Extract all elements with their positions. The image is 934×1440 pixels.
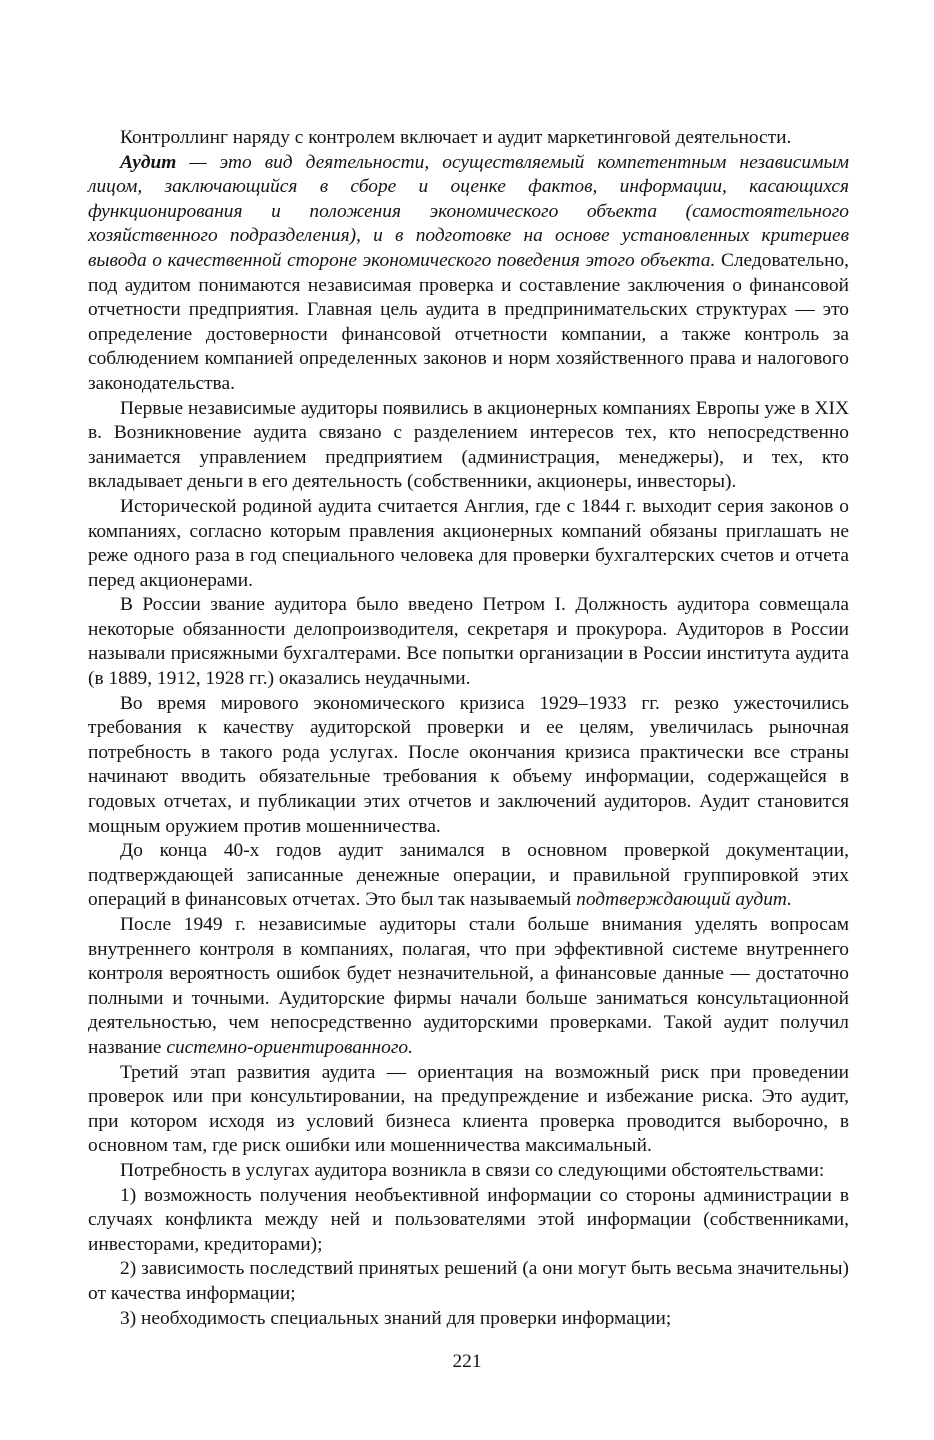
list-item-2 <box>88 1257 849 1306</box>
paragraph-text: Потребность в услугах аудитора возникла в связи со следующими обстоятельствами: <box>120 1159 825 1181</box>
paragraph-need-intro <box>88 1159 849 1184</box>
list-item-text: 1) возможность получения необъективной информации со стороны администрации в случаях конфликта между ней и пользователями этой информации (собственниками, инвесторами, кредиторами); <box>88 1184 849 1255</box>
paragraph-text: Во время мирового экономического кризиса 1929–1933 гг. резко ужесточились требования к качеству аудиторской проверки и ее целям, увеличилась рыночная потребность в такого рода услугах. После окончания кризиса практически все страны начинают вводить обязательные требования к объему информации, содержащейся в годовых отчетах, и публикации этих отчетов и заключений аудиторов. Аудит становится мощным оружием против мошенничества. <box>88 692 849 837</box>
paragraph-text: Первые независимые аудиторы появились в акционерных компаниях Европы уже в XIX в. Возникновение аудита связано с разделением интересов тех, кто непосредственно занимается управлением предприятием (администрация, менеджеры), и тех, кто вкладывает деньги в его деятельность (собственники, акционеры, инвесторы). <box>88 397 849 493</box>
paragraph-confirming-audit <box>88 839 849 913</box>
paragraph-russia <box>88 593 849 691</box>
list-item-text: 2) зависимость последствий принятых решений (а они могут быть весьма значительны) от качества информации; <box>88 1258 849 1304</box>
paragraph-text: Следовательно, под аудитом понимаются независимая проверка и составление заключения о финансовой отчетности предприятия. Главная цель аудита в предпринимательских структурах — это определение достоверности финансовой отчетности компании, а также контроль за соблюдением компанией определенных законов и норм хозяйственного права и налогового законодательства. <box>88 249 849 394</box>
page-number: 221 <box>452 1351 482 1372</box>
list-item-1 <box>88 1184 849 1258</box>
paragraph-first-auditors <box>88 397 849 495</box>
list-item-3 <box>88 1307 849 1332</box>
paragraph-text: В России звание аудитора было введено Петром I. Должность аудитора совмещала некоторые обязанности делопроизводителя, секретаря и прокурора. Аудиторов в России называли присяжными бухгалтерами. Все попытки организации в России института аудита (в 1889, 1912, 1928 гг.) оказались неудачными. <box>88 594 849 690</box>
paragraph-text: После 1949 г. независимые аудиторы стали больше внимания уделять вопросам внутреннего контроля в компаниях, полагая, что при эффективной системе внутреннего контроля вероятность ошибок будет незначительной, а финансовые данные — достаточно полными и точными. Аудиторские фирмы начали больше заниматься консультационной деятельностью, чем непосредственно аудиторскими проверками. Такой аудит получил название <box>88 914 849 1058</box>
paragraph-england <box>88 495 849 593</box>
paragraph-text: Исторической родиной аудита считается Англия, где с 1844 г. выходит серия законов о компаниях, согласно которым правления акционерных компаний обязаны приглашать не реже одного раза в год специального человека для проверки бухгалтерских счетов и отчета перед акционерами. <box>88 495 849 591</box>
paragraph-controlling <box>88 126 849 151</box>
audit-definition-text: — это вид деятельности, осуществляемый компетентным независимым лицом, заключающийся в сборе и оценке фактов, информации, касающихся функционирования и положения экономического объекта (самостоятельного хозяйственного подразделения), и в подготовке на основе установленных критериев вывода о качественной стороне экономического поведения этого объекта. <box>88 151 849 271</box>
paragraph-risk-audit <box>88 1061 849 1159</box>
list-item-text: 3) необходимость специальных знаний для проверки информации; <box>120 1307 672 1329</box>
term-system-oriented: системно-ориентированного. <box>166 1036 413 1058</box>
defined-term-audit: Аудит <box>120 151 177 173</box>
paragraph-crisis <box>88 692 849 840</box>
paragraph-text: Контроллинг наряду с контролем включает и аудит маркетинговой деятельности. <box>120 127 792 148</box>
term-confirming-audit: подтверждающий аудит. <box>576 889 793 911</box>
page-body-text <box>88 126 849 1331</box>
paragraph-system-audit <box>88 913 849 1061</box>
paragraph-text: До конца 40-х годов аудит занимался в основном проверкой документации, подтверждающей записанные денежные операции, и правильной группировкой этих операций в финансовых отчетах. Это был так называемый <box>88 840 849 911</box>
paragraph-audit-definition <box>88 151 849 397</box>
paragraph-text: Третий этап развития аудита — ориентация на возможный риск при проведении проверок или при консультировании, на предупреждение и избежание риска. Это аудит, при котором исходя из условий бизнеса клиента проверка проводится выборочно, в основном там, где риск ошибки или мошенничества максимальный. <box>88 1061 849 1157</box>
